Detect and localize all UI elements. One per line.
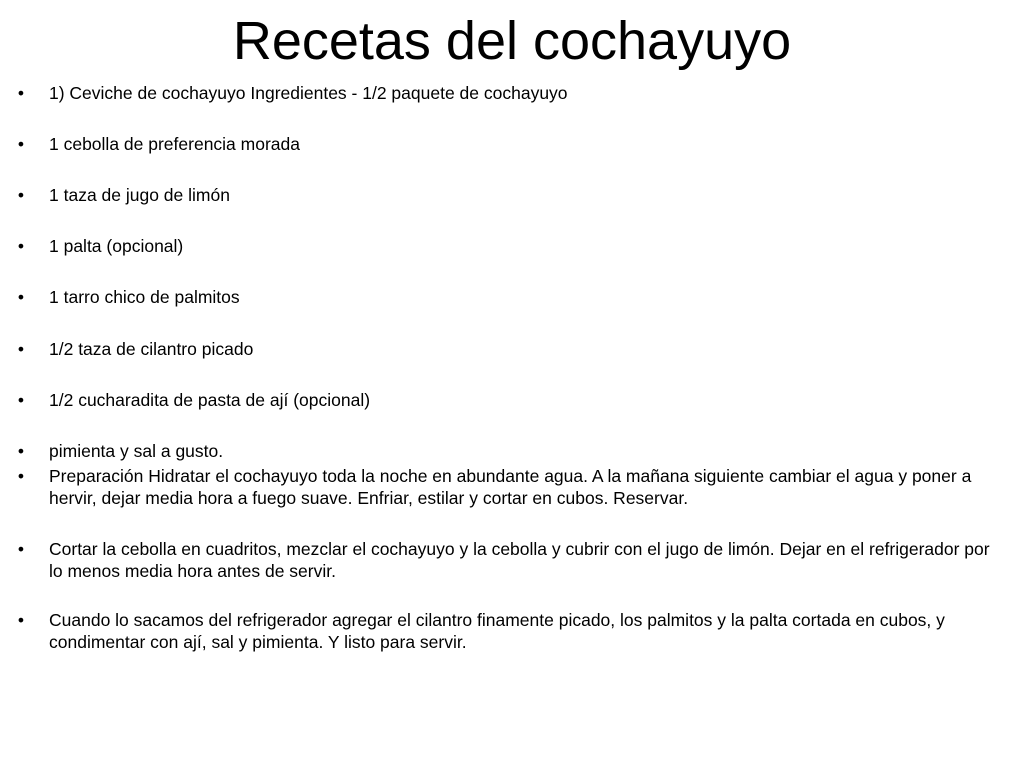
bullet-dot: • bbox=[17, 185, 25, 205]
bullet-text: 1 cebolla de preferencia morada bbox=[49, 134, 300, 154]
bullet-text: Preparación Hidratar el cochayuyo toda la noche en abundante agua. A la mañana siguiente cambiar el agua y poner a hervir, dejar media hora a fuego suave. Enfriar, estilar y cortar en cubos. Reservar. bbox=[49, 466, 972, 508]
bullet-dot: • bbox=[17, 287, 25, 307]
slide-title: Recetas del cochayuyo bbox=[232, 11, 792, 71]
bullet-text: Cuando lo sacamos del refrigerador agregar el cilantro finamente picado, los palmitos y la palta cortada en cubos, y condimentar con ají, sal y pimienta. Y listo para servir. bbox=[49, 610, 945, 652]
bullet-dot: • bbox=[17, 390, 25, 410]
bullet-text: 1 taza de jugo de limón bbox=[49, 185, 230, 205]
bullet-text: 1 tarro chico de palmitos bbox=[49, 287, 240, 307]
bullet-text: Cortar la cebolla en cuadritos, mezclar el cochayuyo y la cebolla y cubrir con el jugo de limón. Dejar en el refrigerador por lo menos media hora antes de servir. bbox=[49, 539, 990, 581]
bullet-text: 1/2 cucharadita de pasta de ají (opcional) bbox=[49, 390, 371, 410]
bullet-dot: • bbox=[17, 339, 25, 359]
bullet-dot: • bbox=[17, 236, 25, 256]
bullet-dot: • bbox=[17, 134, 25, 154]
bullet-dot: • bbox=[17, 83, 25, 103]
bullet-dot: • bbox=[17, 539, 25, 559]
bullet-dot: • bbox=[17, 441, 25, 461]
bullet-text: 1 palta (opcional) bbox=[49, 236, 184, 256]
bullet-text: pimienta y sal a gusto. bbox=[49, 441, 224, 461]
bullet-text: 1) Ceviche de cochayuyo Ingredientes - 1/2 paquete de cochayuyo bbox=[49, 83, 568, 103]
bullet-dot: • bbox=[17, 610, 25, 630]
bullet-dot: • bbox=[17, 466, 25, 486]
bullet-text: 1/2 taza de cilantro picado bbox=[49, 339, 254, 359]
